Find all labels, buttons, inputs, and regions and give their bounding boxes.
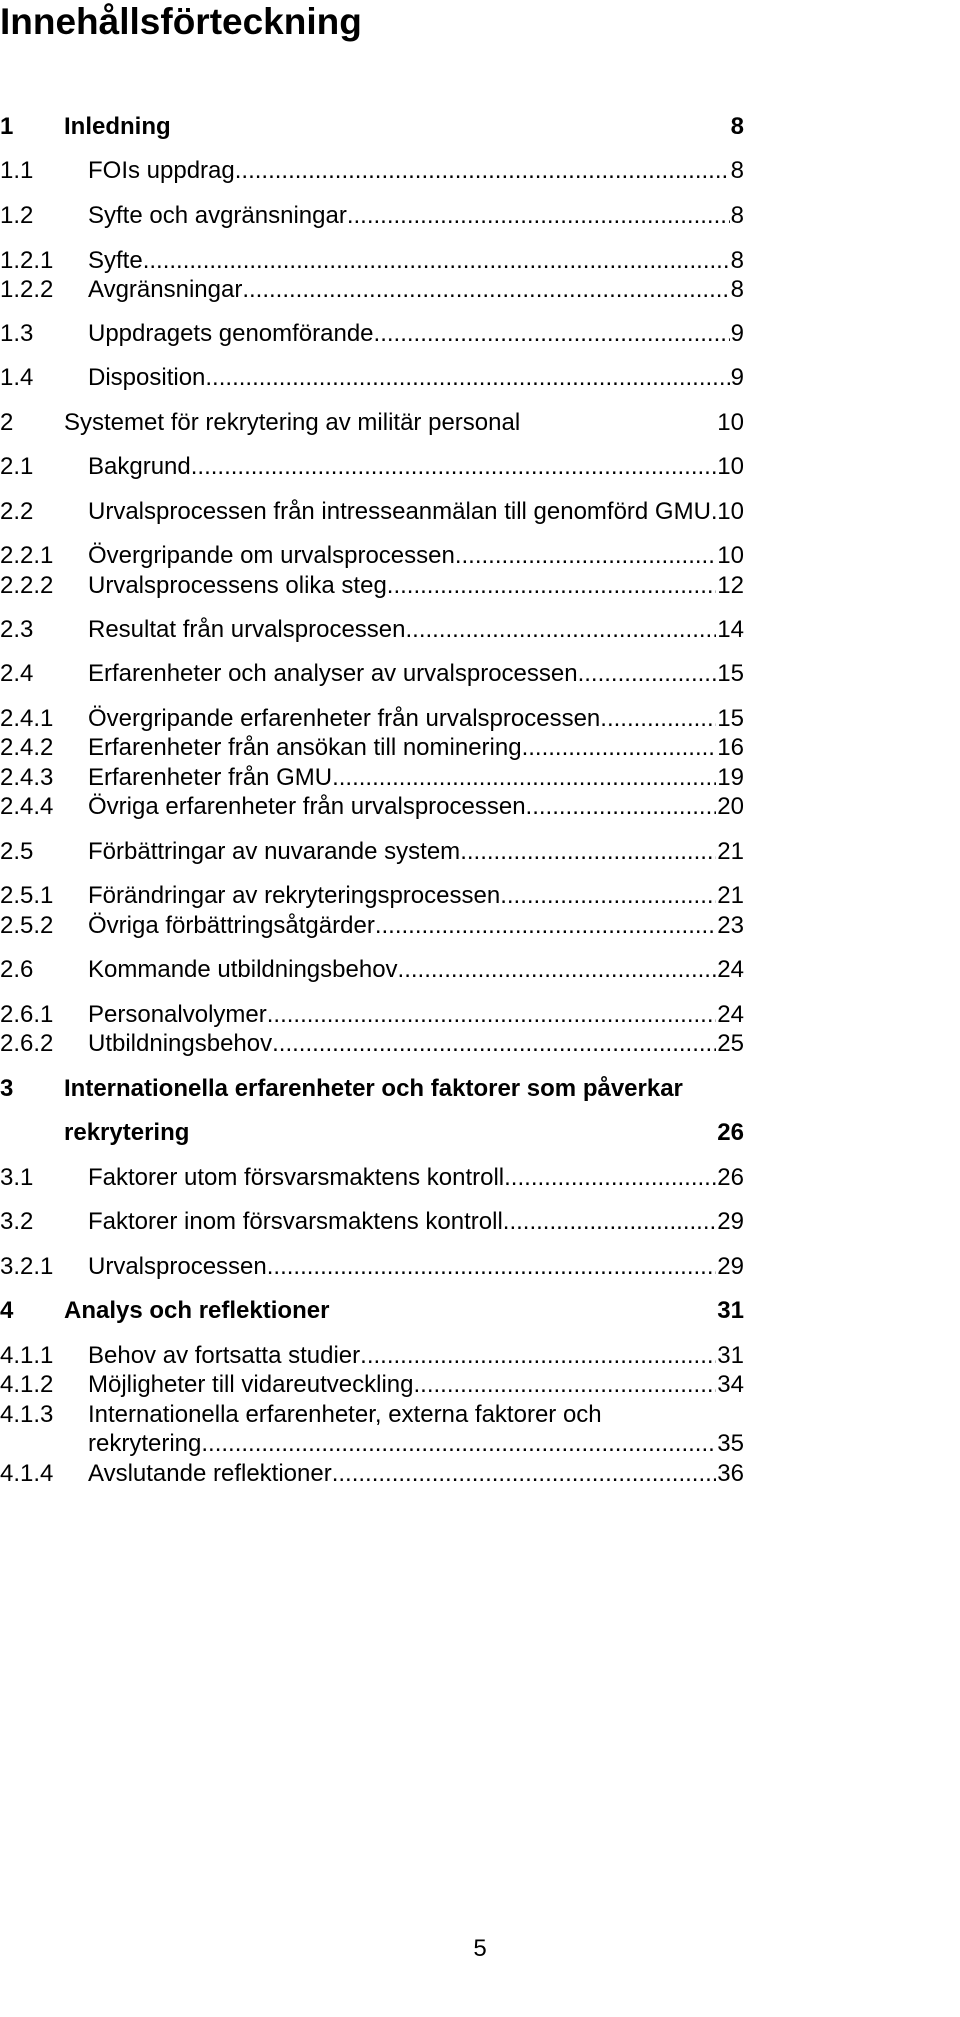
- toc-number: 1.1: [0, 157, 34, 184]
- toc-number: 4: [0, 1297, 14, 1324]
- toc-leader-dots: [205, 364, 729, 393]
- toc-page-number: 21: [717, 838, 744, 865]
- toc-leader-dots: [191, 453, 717, 482]
- toc-page-number: 10: [717, 453, 744, 480]
- toc-label: Avgränsningar: [88, 276, 243, 303]
- toc-leader-dots: [235, 157, 730, 186]
- toc-page-number: 8: [730, 276, 744, 303]
- toc-number: 2.5: [0, 838, 34, 865]
- toc-page-number: 31: [717, 1297, 744, 1324]
- toc-leader-dots: [143, 247, 730, 276]
- toc-page-number: 10: [717, 409, 744, 436]
- toc-page-number: 12: [717, 572, 744, 599]
- toc-number: 1: [0, 113, 14, 140]
- toc-page-number: 10: [717, 498, 744, 525]
- toc-number: 4.1.1: [0, 1342, 54, 1369]
- toc-number: 2.1: [0, 453, 34, 480]
- toc-number: 2.3: [0, 616, 34, 643]
- page-title: Innehållsförteckning: [0, 1, 362, 42]
- toc-number: 3.1: [0, 1164, 34, 1191]
- toc-label: FOIs uppdrag: [88, 157, 235, 184]
- toc-leader-dots: [272, 1030, 716, 1059]
- toc-leader-dots: [455, 542, 716, 571]
- toc-number: 2.2.2: [0, 572, 54, 599]
- toc-page-number: 8: [730, 247, 744, 274]
- toc-label: Urvalsprocessens olika steg: [88, 572, 387, 599]
- toc-leader-dots: [267, 1001, 717, 1030]
- toc-page-number: 25: [717, 1030, 744, 1057]
- toc-leader-dots: [374, 320, 730, 349]
- toc-leader-dots: [201, 1430, 716, 1459]
- toc-label: rekrytering: [64, 1119, 190, 1146]
- toc-label: Övergripande om urvalsprocessen: [88, 542, 455, 569]
- toc-page-number: 20: [717, 793, 744, 820]
- toc-number: 2.2.1: [0, 542, 54, 569]
- toc-page-number: 9: [730, 364, 744, 391]
- toc-leader-dots: [600, 705, 716, 734]
- toc-page-number: 19: [717, 764, 744, 791]
- toc-label: Kommande utbildningsbehov: [88, 956, 398, 983]
- toc-label: Urvalsprocessen från intresseanmälan till genomförd GMU: [88, 498, 711, 525]
- toc-leader-dots: [375, 912, 716, 941]
- toc-label: Syfte och avgränsningar: [88, 202, 347, 229]
- toc-number: 2.5.1: [0, 882, 54, 909]
- toc-page-number: 29: [717, 1253, 744, 1280]
- toc-page-number: 31: [717, 1342, 744, 1369]
- toc-page-number: 16: [717, 734, 744, 761]
- toc-leader-dots: [242, 276, 729, 305]
- toc-number: 2.4.2: [0, 734, 54, 761]
- toc-leader-dots: [332, 1460, 717, 1489]
- toc-number: 2.6.1: [0, 1001, 54, 1028]
- toc-label: Behov av fortsatta studier: [88, 1342, 361, 1369]
- toc-leader-dots: [503, 1208, 717, 1237]
- toc-label: Internationella erfarenheter och faktorer som påverkar: [64, 1075, 683, 1102]
- toc-label: Syfte: [88, 247, 143, 274]
- toc-leader-dots: [360, 1342, 716, 1371]
- toc-number: 4.1.3: [0, 1401, 54, 1428]
- toc-label: Erfarenheter och analyser av urvalsprocessen: [88, 660, 578, 687]
- toc-leader-dots: [522, 734, 717, 763]
- toc-leader-dots: [347, 202, 730, 231]
- toc-leader-dots: [526, 793, 717, 822]
- toc-label: Systemet för rekrytering av militär personal: [64, 409, 521, 436]
- toc-page-number: 14: [717, 616, 744, 643]
- toc-label: Förändringar av rekryteringsprocessen: [88, 882, 501, 909]
- toc-page-number: 8: [730, 113, 744, 140]
- toc-leader-dots: [500, 882, 716, 911]
- toc-label: Faktorer inom försvarsmaktens kontroll: [88, 1208, 503, 1235]
- toc-label: Disposition: [88, 364, 206, 391]
- toc-label: Personalvolymer: [88, 1001, 267, 1028]
- toc-number: 2.5.2: [0, 912, 54, 939]
- toc-label: Internationella erfarenheter, externa faktorer och: [88, 1401, 602, 1428]
- toc-page-number: 8: [730, 157, 744, 184]
- toc-label: Övriga förbättringsåtgärder: [88, 912, 375, 939]
- toc-number: 1.4: [0, 364, 34, 391]
- toc-label: Urvalsprocessen: [88, 1253, 267, 1280]
- toc-leader-dots: [405, 616, 716, 645]
- toc-page-number: 26: [717, 1119, 744, 1146]
- toc-label: rekrytering: [88, 1430, 202, 1457]
- toc-page-number: 9: [730, 320, 744, 347]
- toc-leader-dots: [387, 572, 717, 601]
- toc-leader-dots: [267, 1253, 717, 1282]
- toc-page-number: 10: [717, 542, 744, 569]
- toc-label: Erfarenheter från ansökan till nominering: [88, 734, 522, 761]
- toc-number: 1.2.1: [0, 247, 54, 274]
- toc-label: Förbättringar av nuvarande system: [88, 838, 461, 865]
- toc-label: Övergripande erfarenheter från urvalsprocessen: [88, 705, 601, 732]
- toc-number: 4.1.4: [0, 1460, 54, 1487]
- toc-number: 2.4.1: [0, 705, 54, 732]
- toc-number: 2.4.4: [0, 793, 54, 820]
- toc-label: Övriga erfarenheter från urvalsprocessen: [88, 793, 526, 820]
- toc-page-number: 36: [717, 1460, 744, 1487]
- toc-leader-dots: [578, 660, 717, 689]
- toc-leader-dots: [504, 1164, 716, 1193]
- toc-page-number: 34: [717, 1371, 744, 1398]
- toc-leader-dots: [460, 838, 716, 867]
- toc-number: 1.2.2: [0, 276, 54, 303]
- toc-label: Faktorer utom försvarsmaktens kontroll: [88, 1164, 505, 1191]
- toc-label: Avslutande reflektioner: [88, 1460, 332, 1487]
- toc-label: Möjligheter till vidareutveckling: [88, 1371, 414, 1398]
- toc-label: Erfarenheter från GMU: [88, 764, 333, 791]
- toc-label: Analys och reflektioner: [64, 1297, 330, 1324]
- toc-page-number: 26: [717, 1164, 744, 1191]
- toc-number: 2: [0, 409, 14, 436]
- toc-leader-dots: [398, 956, 717, 985]
- toc-page-number: 21: [717, 882, 744, 909]
- toc-number: 2.6.2: [0, 1030, 54, 1057]
- toc-leader-dots: [413, 1371, 716, 1400]
- toc-label: Inledning: [64, 113, 171, 140]
- page-number: 5: [473, 1935, 487, 1962]
- toc-page-number: 15: [717, 660, 744, 687]
- toc-page-number: 29: [717, 1208, 744, 1235]
- toc-number: 2.4.3: [0, 764, 54, 791]
- toc-number: 2.4: [0, 660, 34, 687]
- toc-number: 4.1.2: [0, 1371, 54, 1398]
- toc-number: 1.3: [0, 320, 34, 347]
- toc-leader-dots: [332, 764, 716, 793]
- toc-number: 2.2: [0, 498, 34, 525]
- toc-page-number: 8: [730, 202, 744, 229]
- toc-page-number: 23: [717, 912, 744, 939]
- toc-number: 3.2: [0, 1208, 34, 1235]
- toc-page-number: 24: [717, 1001, 744, 1028]
- toc-page-number: 35: [717, 1430, 744, 1457]
- toc-label: Bakgrund: [88, 453, 191, 480]
- toc-number: 3: [0, 1075, 14, 1102]
- toc-number: 1.2: [0, 202, 34, 229]
- toc-page-number: 15: [717, 705, 744, 732]
- toc-label: Resultat från urvalsprocessen: [88, 616, 406, 643]
- toc-number: 3.2.1: [0, 1253, 54, 1280]
- toc-page-number: 24: [717, 956, 744, 983]
- toc-number: 2.6: [0, 956, 34, 983]
- toc-label: Uppdragets genomförande: [88, 320, 374, 347]
- toc-label: Utbildningsbehov: [88, 1030, 273, 1057]
